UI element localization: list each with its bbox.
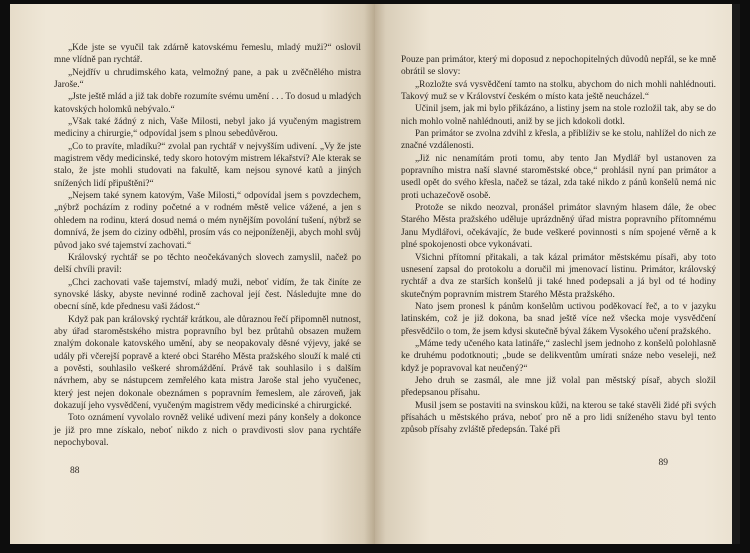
left-page <box>10 4 375 544</box>
paragraph: „Chci zachovati vaše tajemství, mladý muži, neboť vidím, že tak činíte ze synovské lásky, abyste nevinné rodině zachoval její čest. Následujte mne do obecní síně, kde přednesu vaši žádost.“ <box>54 277 361 313</box>
paragraph: Protože se nikdo neozval, pronášel primátor slavným hlasem dále, že obec Starého Města pražského uděluje uprázdněný úřad mistra popravního přítomnému Janu Mydlářovi, očekávajíc, že bude veškeré povinnosti s ním spojené věrně a k plné spokojenosti obce vykonávati. <box>401 203 716 251</box>
paragraph: Nato jsem pronesl k pánům konšelům uctivou poděkovací řeč, a to v jazyku latinském, což je již dokona, ba snad ještě více než všecka moje vysvědčení přesvědčilo o tom, že jsem kdysi skutečně býval žákem Vysokého učení pražského. <box>401 301 716 337</box>
paragraph: Učinil jsem, jak mi bylo přikázáno, a listiny jsem na stole rozložil tak, aby se do nich mohlo volně nahlédnouti, aniž by se jich kdokoli dotkl. <box>401 104 716 127</box>
paragraph: Všichni přítomní přitakali, a tak kázal primátor městskému písaři, aby toto usnesení zapsal do protokolu a doručil mi jmenovací listinu. Primátor, královský rychtář a dva ze starších konšelů ji také hned podepsali a já byl od té hodiny skutečným popravním mistrem Starého Města pražského. <box>401 252 716 300</box>
right-page-text <box>401 54 716 437</box>
paragraph: „Jste ještě mlád a již tak dobře rozumíte svému umění . . . To dosud u mladých katovských holomků nebývalo.“ <box>54 92 361 115</box>
paragraph: Toto oznámení vyvolalo rovněž veliké udivení mezi pány konšely a dokonce je již pro mne získalo, neboť nikdo z nich o pravdivosti slov pana rychtáře nepochyboval. <box>54 413 361 448</box>
paragraph: „Však také žádný z nich, Vaše Milosti, nebyl jako já vyučeným magistrem mediciny a chirurgie,“ odpovídal jsem s plnou sebedůvěrou. <box>54 117 361 140</box>
open-book <box>10 4 740 544</box>
paragraph: Když pak pan královský rychtář krátkou, ale důraznou řečí připomněl nutnost, aby úřad staroměstského mistra popravního byl bez průtahů obsazen mužem znalým dokonale katovského umění, aby se neopakovaly děsné výjevy, jaké se udály při včerejší popravě a které obci Starého Města pražského slouží k malé cti a pověsti, souhlasilo veškeré shromáždění. Právě tak souhlasilo i s dalším návrhem, aby se nástupcem zemřelého kata mistra Jaroše stal jeho vyučenec, který jest nejen dokonale obeznámen s popravním řemeslem, ale zároveň, jak dokazují jeho vysvědčení, vyučeným magistrem vědy medicinské a chirurgické. <box>54 314 361 411</box>
left-page-number: 88 <box>70 466 80 476</box>
paragraph: „Nejsem také synem katovým, Vaše Milosti,“ odpovídal jsem s povzdechem, „nýbrž pocházím z rodiny početné a v rodném městě velice vážené, a jen s ohledem na rodinu, která dosud nemá o mém nynějším povolání tušení, nýbrž se domnívá, že jsem do ciziny odběhl, prosím vás co nejponíženěji, abych mohl svůj původ jako své tajemství zachovati.“ <box>54 191 361 251</box>
paragraph: Pouze pan primátor, který mi doposud z nepochopitelných důvodů nepřál, se ke mně obrátil se slovy: <box>401 55 716 78</box>
paragraph: Jeho druh se zasmál, ale mne již volal pan městský písař, abych složil předepsanou přísahu. <box>401 375 716 399</box>
right-page <box>375 4 740 544</box>
paragraph: „Již nic nenamítám proti tomu, aby tento Jan Mydlář byl ustanoven za popravního mistra naší slavné staroměstské obce,“ prohlásil nyní pan primátor a usedl opět do svého křesla, načež se tázal, zda také nikdo z pánů konšelů nemá nic proti uchazečově osobě. <box>401 153 716 201</box>
paragraph: Královský rychtář se po těchto neočekávaných slovech zamyslil, načež po delší chvíli pravil: <box>54 252 361 276</box>
paragraph: Musil jsem se postaviti na svinskou kůži, na kterou se také stavěli židé při svých přísahách u městského práva, neboť pro ně a pro lidi sníženého stavu byl tento způsob přísahy zvláště předepsán. Také při <box>401 400 716 436</box>
left-page-text <box>54 42 361 449</box>
paragraph: „Co to pravíte, mladíku?“ zvolal pan rychtář v nejvyšším udivení. „Vy že jste magistrem vědy medicinské, tedy skoro hotovým mistrem lékařství? Ale kterak se stalo, že jste mohli studovati na fakultě, kam nejsou synové katů a jiných snížených lidí připuštěni?“ <box>54 141 361 189</box>
paragraph: „Rozložte svá vysvědčení tamto na stolku, abychom do nich mohli nahlédnouti. Takový muž se v Království českém o místo kata ještě neucházel.“ <box>401 79 716 103</box>
paragraph: „Máme tedy učeného kata latináře,“ zaslechl jsem jednoho z konšelů polohlasně ke druhému podotknouti; „bude se delikventům umírati snáze nebo veseleji, než když je popravoval kat neučený?“ <box>401 338 716 374</box>
paragraph: „Kde jste se vyučil tak zdárně katovskému řemeslu, mladý muži?“ oslovil mne vlídně pan rychtář. <box>54 43 361 66</box>
paragraph: Pan primátor se zvolna zdvihl z křesla, a přiblíživ se ke stolu, nahlížel do nich ze značné vzdálenosti. <box>401 129 716 152</box>
right-page-number: 89 <box>658 458 668 468</box>
paragraph: „Nejdřív u chrudimského kata, velmožný pane, a pak u zvěčnělého mistra Jaroše.“ <box>54 67 361 91</box>
